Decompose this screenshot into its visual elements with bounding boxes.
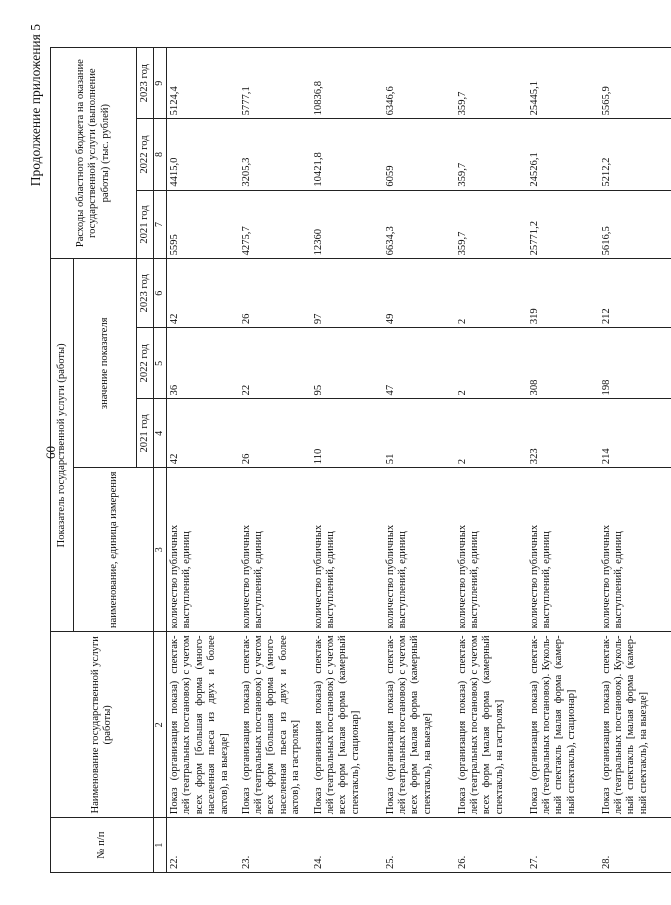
row-number: 25. <box>383 818 455 873</box>
table-row <box>455 48 527 873</box>
unit-name: количество публичных выступлений, единиц <box>455 468 527 632</box>
budget-2021: 25771,2 <box>527 190 599 259</box>
budget-2022: 3205,3 <box>239 119 311 190</box>
budget-2022: 5212,2 <box>599 119 671 190</box>
header-index-2: 2 <box>154 632 167 818</box>
value-2023: 49 <box>383 259 455 328</box>
header-index-8: 8 <box>154 119 167 190</box>
service-name: Показ (организация показа) спектак-лей (театральных постановок) с учетом всех форм [малая форма (камерный спектакль), на гастролях] <box>455 632 527 818</box>
header-index-3: 3 <box>154 468 167 632</box>
value-2022: 308 <box>527 328 599 399</box>
budget-2023: 5565,9 <box>599 48 671 119</box>
service-name: Показ (организация показа) спектак-лей (театральных постановок) с учетом всех форм [большая форма (много-населенная пьеса из двух и более актов), на гастролях] <box>239 632 311 818</box>
header-year-value-2023: 2023 год <box>137 259 154 328</box>
header-year-budget-2023: 2023 год <box>137 48 154 119</box>
header-service-name: Наименование государственной услуги (работы) <box>51 632 154 818</box>
table-row <box>167 48 239 873</box>
value-2021: 2 <box>455 399 527 468</box>
row-number: 22. <box>167 818 239 873</box>
header-unit: наименование, единица измерения <box>74 468 154 632</box>
value-2022: 47 <box>383 328 455 399</box>
table-row <box>383 48 455 873</box>
budget-2023: 25445,1 <box>527 48 599 119</box>
row-number: 27. <box>527 818 599 873</box>
table-row <box>239 48 311 873</box>
budget-2022: 24526,1 <box>527 119 599 190</box>
unit-name: количество публичных выступлений, единиц <box>311 468 383 632</box>
value-2023: 212 <box>599 259 671 328</box>
budget-2023: 10836,8 <box>311 48 383 119</box>
value-2021: 42 <box>167 399 239 468</box>
budget-2022: 359,7 <box>455 119 527 190</box>
budget-2021: 4275,7 <box>239 190 311 259</box>
value-2023: 319 <box>527 259 599 328</box>
header-year-value-2021: 2021 год <box>137 399 154 468</box>
table-row <box>599 48 671 873</box>
value-2022: 198 <box>599 328 671 399</box>
budget-2021: 5595 <box>167 190 239 259</box>
unit-name: количество публичных выступлений, единиц <box>239 468 311 632</box>
budget-2022: 10421,8 <box>311 119 383 190</box>
value-2023: 2 <box>455 259 527 328</box>
budget-2022: 6059 <box>383 119 455 190</box>
header-year-budget-2022: 2022 год <box>137 119 154 190</box>
service-name: Показ (организация показа) спектак-лей (театральных постановок). Куколь-ный спектакль [малая форма (камер-ный спектакль), стационар] <box>527 632 599 818</box>
header-year-value-2022: 2022 год <box>137 328 154 399</box>
service-name: Показ (организация показа) спектак-лей (театральных постановок). Куколь-ный спектакль [малая форма (камер-ный спектакль), на выезде] <box>599 632 671 818</box>
table-row <box>311 48 383 873</box>
services-table <box>50 47 671 873</box>
header-num: № п/п <box>51 818 154 873</box>
header-index-9: 9 <box>154 48 167 119</box>
unit-name: количество публичных выступлений, единиц <box>599 468 671 632</box>
budget-2023: 5777,1 <box>239 48 311 119</box>
value-2022: 95 <box>311 328 383 399</box>
service-name: Показ (организация показа) спектак-лей (театральных постановок) с учетом всех форм [большая форма (много-населенная пьеса из двух и более актов), на выезде] <box>167 632 239 818</box>
value-2021: 26 <box>239 399 311 468</box>
budget-2021: 5616,5 <box>599 190 671 259</box>
continuation-note: Продолжение приложения 5 <box>28 24 43 187</box>
budget-2023: 6346,6 <box>383 48 455 119</box>
service-name: Показ (организация показа) спектак-лей (театральных постановок) с учетом всех форм [малая форма (камерный спектакль), стационар] <box>311 632 383 818</box>
table-row <box>527 48 599 873</box>
value-2022: 36 <box>167 328 239 399</box>
budget-2023: 5124,4 <box>167 48 239 119</box>
budget-2021: 6634,3 <box>383 190 455 259</box>
header-index-7: 7 <box>154 190 167 259</box>
value-2021: 51 <box>383 399 455 468</box>
service-name: Показ (организация показа) спектак-лей (театральных постановок) с учетом всех форм [малая форма (камерный спектакль), на выезде] <box>383 632 455 818</box>
value-2023: 42 <box>167 259 239 328</box>
value-2021: 323 <box>527 399 599 468</box>
unit-name: количество публичных выступлений, единиц <box>383 468 455 632</box>
unit-name: количество публичных выступлений, единиц <box>527 468 599 632</box>
value-2022: 2 <box>455 328 527 399</box>
row-number: 23. <box>239 818 311 873</box>
unit-name: количество публичных выступлений, единиц <box>167 468 239 632</box>
header-index-5: 5 <box>154 328 167 399</box>
budget-2021: 359,7 <box>455 190 527 259</box>
value-2022: 22 <box>239 328 311 399</box>
value-2021: 110 <box>311 399 383 468</box>
value-2023: 97 <box>311 259 383 328</box>
value-2023: 26 <box>239 259 311 328</box>
header-value-group: значение показателя <box>74 259 137 468</box>
budget-2023: 359,7 <box>455 48 527 119</box>
row-number: 26. <box>455 818 527 873</box>
page-number: 60 <box>43 446 58 459</box>
header-index-1: 1 <box>154 818 167 873</box>
header-index-4: 4 <box>154 399 167 468</box>
header-year-budget-2021: 2021 год <box>137 190 154 259</box>
header-budget-group: Расходы областного бюджета на оказание государственной услуги (выполнение работы) (тыс. рублей) <box>51 48 137 259</box>
budget-2021: 12360 <box>311 190 383 259</box>
row-number: 28. <box>599 818 671 873</box>
value-2021: 214 <box>599 399 671 468</box>
header-indicator-group: Показатель государственной услуги (работы) <box>51 259 74 632</box>
row-number: 24. <box>311 818 383 873</box>
header-index-6: 6 <box>154 259 167 328</box>
budget-2022: 4415,0 <box>167 119 239 190</box>
